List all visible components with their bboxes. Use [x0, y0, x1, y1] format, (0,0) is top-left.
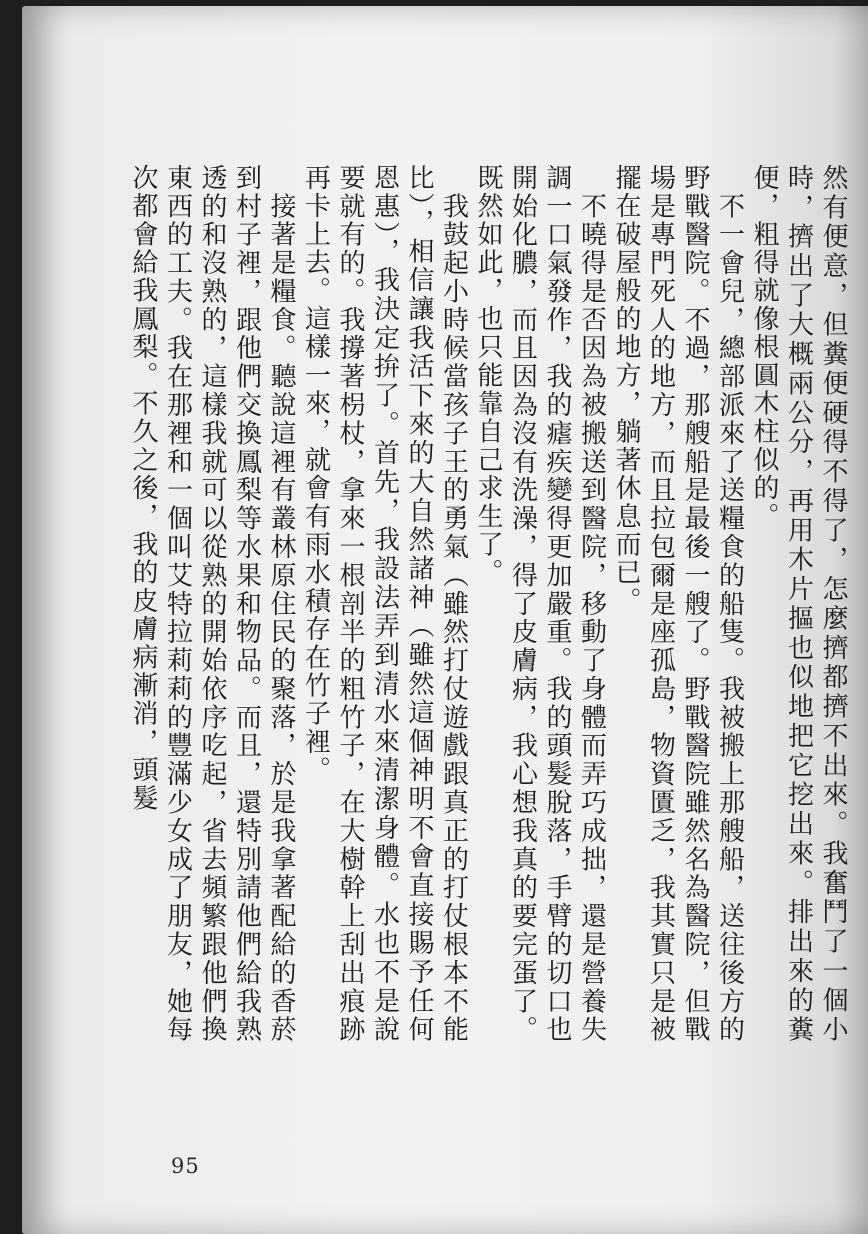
- page-number: 95: [171, 1154, 200, 1178]
- book-page: [22, 6, 868, 1234]
- paragraph-3: 不曉得是否因為被搬送到醫院，移動了身體而弄巧成拙，還是營養失調一口氣發作，我的瘧疾變得更加嚴重。我的頭髮脫落，手臂的切口也開始化膿，而且因為沒有洗澡，得了皮膚病，我心想我真的要完蛋了。既然如此，也只能靠自己求生了。: [473, 164, 607, 1044]
- paragraph-1: 然有便意，但糞便硬得不得了，怎麼擠都擠不出來。我奮鬥了一個小時，擠出了大概兩公分，再用木片摳也似地把它挖出來。排出來的糞便，粗得就像根圓木柱似的。: [749, 164, 848, 1044]
- paragraph-5: 接著是糧食。聽說這裡有叢林原住民的聚落，於是我拿著配給的香菸到村子裡，跟他們交換鳳梨等水果和物品。而且，還特別請他們給我熟透的和沒熟的，這樣我就可以從熟的開始依序吃起，省去頻繁跟他們換東西的工夫。我在那裡和一個叫艾特拉莉莉的豐滿少女成了朋友，她每次都會給我鳳梨。不久之後，我的皮膚病漸消，頭髮: [128, 164, 296, 1044]
- paragraph-4: 我鼓起小時候當孩子王的勇氣（雖然打仗遊戲跟真正的打仗根本不能比），相信讓我活下來的大自然諸神（雖然這個神明不會直接賜予任何恩惠），我決定拚了。首先，我設法弄到清水來清潔身體。水也不是說要就有的。我撐著枴杖，拿來一根剖半的粗竹子，在大樹幹上刮出痕跡再卡上去。這樣一來，就會有雨水積存在竹子裡。: [300, 164, 469, 1044]
- paragraph-2: 不一會兒，總部派來了送糧食的船隻。我被搬上那艘船，送往後方的野戰醫院。不過，那艘船是最後一艘了。野戰醫院雖然名為醫院，但戰場是專門死人的地方，而且拉包爾是座孤島，物資匱乏，我其實只是被擺在破屋般的地方，躺著休息而已。: [611, 164, 745, 1044]
- vertical-text-body: [128, 164, 850, 1044]
